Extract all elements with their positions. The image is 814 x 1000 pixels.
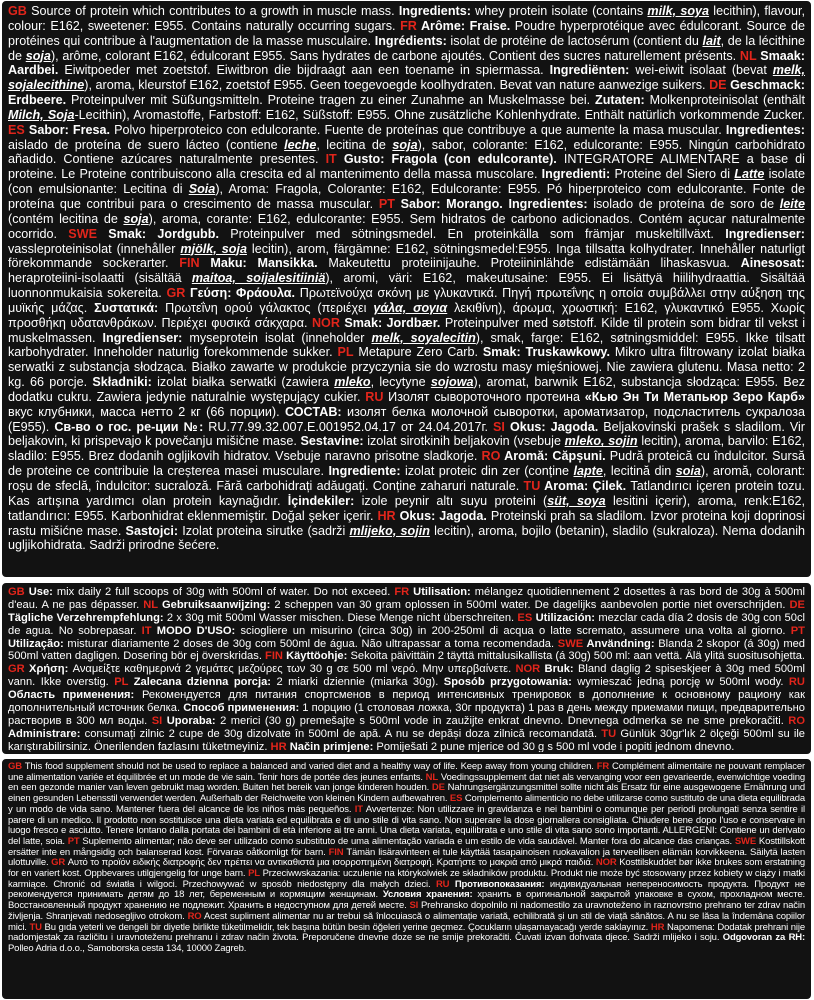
language-code: HR	[650, 921, 665, 933]
language-code: DE	[709, 78, 727, 93]
language-code: GR	[51, 857, 66, 869]
body-text: mezclar cada día 2 dosis de 30g con 50cl de agua. No sobrepasar.	[8, 611, 805, 637]
body-text: vassleproteinisolat (innehåller	[8, 241, 181, 256]
usage-gb	[8, 586, 394, 598]
section-heading: Okus: Jagoda.	[504, 419, 604, 434]
language-code: TU	[601, 727, 617, 740]
body-text: ), aroma, corante: E162, edulcorante: E955. Sem hidratos de carbono adicionados. Contém açucar naturalmente ocorrido.	[8, 211, 805, 241]
section-heading: Χρήση:	[24, 663, 73, 676]
body-text: Molkenproteinisolat (enthält	[649, 93, 805, 108]
body-text: lecitin), aroma, bojilo (betanin), sladilo (sukraloza). Nema dodanih ugljikohidrata. Sadrži prirodne šećere.	[8, 523, 806, 553]
body-text: Kosttillskott ersätter inte en mångsidig och balanserad kost. Förvaras oåtkomligt för barn.	[8, 835, 805, 858]
language-code: SWE	[734, 835, 757, 847]
body-text: Poudre hyperprotéique avec édulcorant. Source de protéines qui contribue à l'augmentation de la masse musculaire.	[8, 18, 805, 48]
section-heading: Uporaba:	[162, 714, 221, 727]
body-text: λεκιθίνη), άρωμα, χρωστική: E162, γλυκαντικό E955. Χωρίς προσθήκη υδατανθράκων. Περιέχει φυσικά σάκχαρα.	[8, 300, 806, 330]
warning-tu	[29, 922, 650, 933]
allergen-text: soja	[25, 48, 51, 63]
section-heading: Administrare:	[8, 727, 85, 740]
body-text: Prehransko dopolnilo ni nadomestilo za uravnoteženo in raznovrstno prehrano ter zdrav način življenja. Shranjevati nedosegljivo otrokom.	[8, 900, 806, 922]
body-text: whey protein isolate (contains	[475, 4, 648, 18]
section-heading: Ingrédients:	[374, 33, 451, 48]
section-heading: Okus: Jagoda.	[395, 508, 491, 523]
section-heading: Tägliche Verzehrempfehlung:	[8, 611, 167, 624]
section-heading: Składniki:	[92, 375, 158, 390]
body-text: Complément alimentaire ne pouvant remplacer une alimentation variée et équilibrée et un mode de vie sain. Tenir hors de portée des jeunes enfants.	[8, 761, 805, 783]
body-text: Рекомендуется для питания спортсменов в период интенсивных тренировок в дополнение к основному рациону как дополнительный источник белка.	[8, 689, 805, 714]
body-text: This food supplement should not be used to replace a balanced and varied diet and a healthy way of life. Keep away from young children.	[21, 761, 597, 772]
body-text: вкус клубники, масса нетто 2 кг (66 порции).	[8, 404, 285, 419]
body-text: 2 miarki dziennie (miarka 30g).	[276, 676, 444, 689]
body-text: , lecytyne	[370, 375, 431, 390]
body-text: lecitin), arom, färgämne: E162, sötningsmedel:E955. Inga tillsatta kolhydrater. Innehåller naturligt förekommande sockerarter.	[8, 241, 805, 271]
section-heading: Smak: Jordgubb.	[96, 226, 231, 241]
body-text: misturar diariamente 2 doses de 30g com 500ml de água. Não ultrapassar a toma recomendada.	[67, 637, 558, 650]
language-code: DE	[431, 782, 445, 794]
usage-fin	[265, 650, 805, 662]
body-text: ), smak, farge: E162, søtningsmiddel: E955. Ikke tilsatt karbohydrater. Inneholder naturlig forekommende sukker.	[8, 330, 805, 360]
body-text: izolat białka serwatki (zawiera	[157, 375, 335, 390]
warnings-panel	[2, 759, 811, 999]
section-heading: Käyttöohje:	[282, 650, 351, 663]
allergen-text: milk, soya	[647, 4, 710, 18]
language-code: RU	[365, 389, 384, 404]
warning-pt	[68, 836, 735, 847]
allergen-text: Latte	[734, 167, 765, 182]
body-text: heraproteiini-isolaatti (sisältää	[8, 271, 192, 286]
section-heading: Aroma: Çilek.	[540, 479, 631, 493]
language-code: FR	[394, 586, 410, 598]
language-code: NOR	[515, 663, 541, 676]
body-text: Complemento alimenticio no debe utilizarse como sustituto de una dieta equilibrada y un modo de vida sano. Mantener fuera del alcance de los niños más pequeños.	[8, 793, 805, 815]
body-text: Tatlandırıcı içeren protein tozu. Kas artışına yardımcı olan protein kaynağıdır.	[8, 479, 805, 508]
body-text: Pomiješati 2 pune mjerice od 30 g s 500 ml vode i popiti jednom dnevno.	[376, 740, 735, 753]
language-code: IT	[141, 624, 152, 637]
body-text: Πρωτεϊνούχα σκόνη με γλυκαντικά. Πηγή πρωτεΐνης η οποία συμβάλλει στην αύξηση της μυϊκής μάζας.	[8, 286, 806, 315]
body-text: Tämän lisäravinteen ei tule käyttää tasapainoisen ruokavalion ja terveellisen elämän korvikkeena. Säilytä lasten ulottuville.	[8, 846, 805, 869]
body-text: Proteinpulver med sötningsmedel. En proteinkälla som främjar muskeltillväxt.	[230, 226, 726, 241]
usage-panel	[2, 583, 811, 754]
section-heading: Zutaten:	[595, 93, 650, 108]
body-text: lecitin), aroma, barvilo: E162, sladilo: E955. Brez dodanih ogljikovih hidratov. Vsebuje naravno prisotne sladkorje.	[8, 434, 805, 464]
language-code: RO	[187, 910, 202, 922]
body-text: RU.77.99.32.007.Е.001952.04.17 от 24.04.2017г.	[208, 419, 494, 434]
body-text: isolate (con emulsionante: Lecitina di	[8, 167, 805, 197]
language-code: IT	[354, 803, 363, 815]
section-heading: Geschmack: Erdbeere.	[8, 78, 806, 108]
language-code: RU	[788, 676, 805, 689]
body-text: Voedingssupplement dat niet als vervanging voor een gevarieerde, evenwichtige voeding en een gezonde manier van leven gebruikt mag worden. Buiten het bereik van jonge kinderen houden.	[8, 771, 805, 794]
body-text: Eiwitpoeder met zoetstof. Eiwitbron die bijdraagt aan een toename in spiermassa.	[64, 63, 550, 78]
language-code: PT	[378, 196, 395, 211]
section-heading: Условия хранения:	[382, 889, 478, 901]
language-code: ES	[517, 611, 533, 624]
language-code: SI	[493, 419, 505, 434]
language-code: FIN	[328, 846, 344, 858]
warning-gr	[51, 857, 596, 868]
language-code: HR	[377, 508, 396, 523]
usage-si	[152, 715, 789, 727]
language-code: TU	[29, 921, 42, 933]
ingredients-panel	[2, 1, 811, 577]
allergen-text: melk, sojalecithine	[8, 63, 806, 93]
body-text: Source of protein which contributes to a growth in muscle mass.	[26, 4, 399, 18]
body-text: ), sabor, colorante: E162, edulcorante: E955. Ningún carbohidrato añadido. Contiene azúcares naturalmente presentes.	[8, 137, 806, 167]
section-heading: Smak: Jordbær.	[339, 315, 445, 330]
body-text: 2 scheppen van 30 gram oplossen in 500ml water. De dagelijks aanbevolen portie niet overschrijden.	[274, 598, 790, 611]
body-text: INTEGRATORE ALIMENTARE a base di proteine. Le Proteine contribuiscono alla crescita ed al mantenimento della massa muscolare.	[8, 152, 805, 182]
section-heading: Способ применения:	[183, 701, 303, 714]
section-heading: Odgovoran za RH:	[722, 932, 806, 944]
allergen-text: mleko	[334, 375, 371, 390]
body-text: , lecitină din	[602, 464, 676, 479]
allergen-text: γάλα, σογια	[373, 300, 448, 315]
body-text: Mikro ultra filtrowany izolat białka serwatki z substancja słodząca. Białko zawarte w produkcie przyczynia sie do wzrostu masy mięśniowej. Nie zawiera glutenu. Masa netto: 2 kg. 66 porcje.	[8, 345, 805, 390]
body-text: aislado de proteína de suero lácteo (contiene	[8, 137, 285, 152]
allergen-text: sojowa	[430, 375, 474, 390]
body-text: Proteine del Siero di	[614, 167, 735, 182]
body-text: lesitini içerir), aroma, renk:E162, tatlandırıcı: E955. Karbonhidrat eklenmemiştir. Doğal şeker içerir.	[8, 493, 805, 523]
language-code: GR	[166, 286, 186, 301]
body-text: Metapure Zero Carb.	[353, 345, 483, 360]
usage-gr	[8, 663, 515, 675]
section-heading: Ingredientes:	[508, 196, 594, 211]
allergen-text: mlijeko, sojin	[349, 523, 430, 538]
section-heading: Smaak: Aardbei.	[8, 48, 805, 78]
section-heading: MODO D'USO:	[151, 624, 241, 637]
body-text: Blanda 2 skopor (á 30g) med 500ml vatten dagligen. Dosering bör ej överskridas.	[8, 637, 805, 663]
body-text: индивидуальная непереносимость продукта. Продукт не рекомендуется принимать детям до 18 лет, беременным и кормящим женщинам.	[8, 878, 805, 901]
body-text: Proteinpulver mit Süßungsmitteln. Proteine tragen zu einer Zunahme an Muskelmasse bei.	[70, 93, 596, 108]
language-code: PL	[248, 868, 260, 880]
language-code: GB	[8, 4, 27, 18]
section-heading: СОСТАВ:	[284, 404, 348, 419]
language-code: PT	[67, 835, 80, 847]
language-code: PL	[114, 676, 129, 689]
language-code: FR	[400, 18, 417, 33]
body-text: Beljakovinski prašek s sladilom. Vir beljakovin, ki prispevajo k povečanju mišične mase.	[8, 419, 805, 449]
language-code: NL	[143, 598, 158, 611]
body-text: Sekoita päivittäin 2 täyttä mittalusikallista (á 30g) 500 ml: aan vettä. Älä ylitä suositusohjetta.	[350, 650, 805, 663]
language-code: SWE	[557, 637, 584, 650]
body-text: Suplemento alimentar; não deve ser utilizado como substituto de uma alimentação variada e um estilo de vida saudável. Manter fora do alcance das crianças.	[79, 835, 735, 847]
body-text: ), arôme, colorant E162, édulcorant E955. Sans hydrates de carbone ajoutés. Contient des sucres naturellement présents.	[50, 48, 740, 63]
body-text: Acest supliment alimentar nu ar trebui să înlocuiască o alimentație variată, echilibrată și un stil de viață sănătos. A nu se lăsa la îndemâna copiilor mici.	[8, 910, 805, 933]
section-heading: Ingredienti:	[541, 167, 615, 182]
body-text: ), Aroma: Fragola, Colorante: E162, Edulcorante: E955. Pó hiperproteico com edulcorante. Fonte de proteína que contribui para o crescimento de massa muscular.	[8, 182, 805, 211]
body-text: 2 merici (30 g) premešajte s 500ml vode in zaužijte enkrat dnevno. Dnevnega odmerka se ne sme prekoračiti.	[220, 714, 789, 727]
body-text: -Lecithin), Aromastoffe, Farbstoff: E162, Süßstoff: E955. Ohne zusätzliche Kohlenhydrate. Enthält natürlich vorkommende Zucker.	[74, 107, 805, 122]
usage-hr	[271, 741, 735, 753]
section-heading: Način primjene:	[286, 740, 377, 753]
allergen-text: soja	[123, 211, 149, 226]
section-heading: Utilización:	[532, 611, 599, 624]
body-text: Polleo Adria d.o.o., Samoborska cesta 134, 10000 Zagreb.	[8, 942, 247, 954]
allergen-text: mleko, sojin	[564, 434, 638, 449]
body-text: Proteinpulver med søtstoff. Kilde til protein som bidrar til vekst i muskelmassen.	[8, 315, 806, 345]
language-code: NL	[425, 771, 439, 783]
allergen-text: leche	[284, 137, 317, 152]
section-heading: Sabor: Fresa.	[24, 122, 115, 137]
language-code: FIN	[265, 650, 283, 663]
section-heading: Συστατικά:	[94, 300, 166, 315]
body-text: consumați zilnic 2 cupe de 30g dizolvate în 500ml de apă. A nu se depăși doza zilnică recomandată.	[84, 727, 602, 740]
body-text: Bu gıda yeterli ve dengeli bir diyetle birlikte tüketilmelidir, tek başına bütün besin öğeleri yerine geçmez. Çocukların ulaşamayacağı yerde saklayınız.	[41, 921, 651, 933]
section-heading: Sposób przygotowania:	[443, 676, 578, 689]
body-text: ), aromă, colorant: roșu de sfeclă, îndulcitor: sucraloză. Fără carbohidrați adăugați. Conține zaharuri naturale.	[8, 464, 805, 493]
language-code: FR	[596, 761, 610, 772]
allergen-text: leite	[779, 196, 805, 211]
language-code: SWE	[68, 226, 97, 241]
body-text: ), aromi, väri: E162, makeutusaine: E955. Ei lisättyä hiilihydraattia. Sisältää luonnonmukaisia sokereita.	[8, 271, 805, 301]
usage-it	[142, 625, 791, 637]
body-text: Pudră proteică cu îndulcitor. Sursă de proteine ce contribuie la creșterea masei musculare.	[8, 449, 805, 479]
section-heading: Св-во о гос. ре-ции №:	[54, 419, 209, 434]
language-code: NOR	[595, 857, 617, 869]
body-text: isolado de proteína de soro de	[593, 196, 780, 211]
language-code: HR	[270, 740, 287, 753]
warning-gb	[8, 761, 597, 772]
section-heading: Ingredients:	[398, 4, 476, 18]
section-heading: Sestavine:	[300, 434, 368, 449]
language-code: PL	[337, 345, 354, 360]
section-heading: Gusto: Fragola (con edulcorante).	[336, 152, 564, 167]
body-text: Kosttilskuddet bør ikke brukes som erstatning for en variert kost. Oppbevares utilgjengelig for unge barn.	[8, 857, 806, 880]
allergen-text: lait	[702, 33, 721, 48]
body-text: lecithin), flavour, colour: E162, sweetener: E955. Contains naturally occurring sugars.	[8, 4, 805, 33]
body-text: isolat de protéine de lactosérum (contient du	[450, 33, 703, 48]
body-text: Πρωτεΐνη ορού γάλακτος (περιέχει	[165, 300, 374, 315]
language-code: RO	[788, 714, 806, 727]
body-text: izolat proteic din zer (conține	[404, 464, 574, 479]
language-code: FIN	[179, 256, 200, 271]
body-text: wei-eiwit isolaat (bevat	[635, 63, 773, 78]
body-text: 2 x 30g mit 500ml Wasser mischen. Diese Menge nicht überschreiten.	[166, 611, 518, 624]
section-heading: Gebruiksaanwijzing:	[157, 598, 275, 611]
body-text: Avvertenze: Non utilizzare in gravidanza e nei bambini o comunque per periodi prolungati senza sentire il parere di un medico. Il prodotto non sostituisce una dieta variata ed equilibrata e di uno stile di vita sano. Non superare la dose giornaliera consigliata. Chiudere bene dopo l'uso e conservare in luogo fresco e asciutto. Tenere lontano dalla portata dei bambini di età inferiore ai tre anni. Una dieta variata, equilibrata e uno stile di vita sano sono importanti. ALLERGENI: Contiene un derivato del latte, soia.	[8, 803, 805, 847]
section-heading: Ingrediënten:	[549, 63, 636, 78]
language-code: TU	[523, 479, 541, 493]
language-code: SI	[409, 900, 419, 912]
body-text: , lecitina de	[316, 137, 393, 152]
allergen-text: soja	[392, 137, 418, 152]
body-text: Napomena: Dodatak prehrani nije nadomjestak za različitu i uravnoteženu prehranu i zdrav način života. Preporučene dnevne doze se ne smije prekoračiti. Čuvati izvan dohvata djece. Sadrži mlijeko i soju.	[8, 921, 805, 944]
body-text: Изолят сывороточного протеина	[383, 389, 585, 404]
section-heading: Ainesosat:	[740, 256, 805, 271]
language-code: ES	[449, 793, 463, 805]
language-code: RO	[481, 449, 501, 464]
allergen-text: süt, soya	[547, 493, 606, 508]
section-heading: Ingredienser:	[102, 330, 190, 345]
section-heading: İçindekiler:	[287, 493, 362, 508]
allergen-text: maitoa, soijalesitiiniä	[191, 271, 326, 286]
allergen-text: melk, soyalecitin	[371, 330, 476, 345]
section-heading: Use:	[24, 586, 57, 598]
language-code: NL	[739, 48, 757, 63]
body-text: Αυτό το προϊόν ειδικής διατροφής δεν πρέπει να αντικαθιστά μια ισορροπημένη διατροφή. Κρατήστε το μακριά από μικρά παιδιά.	[65, 857, 596, 869]
section-heading: Sabor: Morango.	[394, 196, 509, 211]
section-heading: Arôme: Fraise.	[416, 18, 515, 33]
allergen-text: lapte	[573, 464, 603, 479]
language-code: GB	[8, 586, 25, 598]
allergen-text: soia	[675, 464, 701, 479]
language-code: PT	[790, 624, 805, 637]
section-heading: Область применения:	[8, 689, 142, 701]
allergen-text: mjölk, soja	[180, 241, 247, 256]
body-text: Günlük 30gr'lık 2 ölçeği 500ml su ile karıştırabilirsiniz. Önerilenden fazlasını tüketmeyiniz.	[8, 727, 805, 753]
body-text: izole peynir altı suyu proteini (	[361, 493, 548, 508]
body-text: 1 порцию (1 столовая ложка, 30г продукта) 1 раз в день между приемами пищи, предварительно растворив в 300 мл воды.	[8, 701, 805, 727]
body-text: Polvo hiperproteico con edulcorante. Fuente de proteínas que contribuye a que aumente la masa muscular.	[114, 122, 726, 137]
section-heading: Maku: Mansikka.	[199, 256, 329, 271]
body-text: Nahrungsergänzungsmittel sollte nicht als Ersatz für eine ausgewogene Ernährung und einen gesunden Lebensstil verwendet werden. Außerhalb der Reichweite von kleinen Kindern aufbewahren.	[8, 782, 805, 805]
section-heading: Ingredientes:	[725, 122, 805, 137]
body-text: sciogliere un misurino (circa 30g) in 200-250ml di acqua o latte scremato, assumere una volta al giorno.	[240, 624, 791, 637]
body-text: изолят белка молочной сыворотки, ароматизатор, подсластитель сукралоза (E955).	[8, 404, 805, 434]
body-text: ), aromat, barwnik E162, substancja słodząca: E955. Bez dodatku cukru. Zawiera jedynie naturalnie występujący cukier.	[8, 375, 806, 404]
section-heading: Sastojci:	[125, 523, 183, 538]
language-code: GB	[8, 761, 22, 772]
usage-nl	[143, 599, 789, 611]
section-heading: Aromă: Căpșuni.	[500, 449, 610, 464]
section-heading: Ingredienser:	[725, 226, 805, 241]
body-text: Bland daglig 2 spiseskjeer à 30g med 500ml vann. Ikke overstig.	[8, 663, 805, 689]
section-heading: Användning:	[583, 637, 659, 650]
body-text: Przeciwwskazania: uczulenie na którykolwiek ze składników produktu. Produkt nie może być stosowany przez kobiety w ciąży i matki karmiące. Chronić od światła i wilgoci. Przechowywać w sposób niedostępny dla małych dzieci.	[8, 868, 805, 890]
body-text: izolat sirotkinih beljakovin (vsebuje	[367, 434, 565, 449]
body-text: mix daily 2 full scoops of 30g with 500ml of water. Do not exceed.	[56, 586, 395, 598]
allergen-text: Milch, Soja	[8, 107, 75, 122]
usage-pl	[114, 676, 789, 688]
section-heading: Utilização:	[8, 637, 68, 650]
section-heading: Противопоказания:	[449, 878, 550, 890]
body-text: mélangez quotidiennement 2 dosettes à ras bord de 30g à 500ml d'eau. A ne pas dépasser.	[8, 586, 806, 611]
section-heading: Utilisation:	[409, 586, 475, 598]
body-text: myseprotein isolat (inneholder	[189, 330, 372, 345]
section-heading: «Кью Эн Ти Метапьюр Зеро Карб»	[584, 389, 805, 404]
section-heading: Ingrediente:	[328, 464, 405, 479]
body-text: Makeutettu proteiinijauhe. Proteiininlähde edistämään lihaskasvua.	[328, 256, 741, 271]
language-code: SI	[151, 714, 163, 727]
section-heading: Γεύση: Φράουλα.	[185, 286, 300, 301]
section-heading: Smak: Truskawkowy.	[482, 345, 615, 360]
allergen-text: Soia	[188, 182, 216, 197]
body-text: Proteinski prah sa sladilom. Izvor proteina koji doprinosi rastu mišićne mase.	[8, 508, 805, 538]
body-text: (contém lecitina de	[8, 211, 124, 226]
language-code: IT	[325, 152, 337, 167]
language-code: NOR	[311, 315, 340, 330]
language-code: ES	[8, 122, 25, 137]
language-code: RU	[435, 878, 450, 890]
language-code: DE	[789, 598, 805, 611]
section-heading: Bruk:	[540, 663, 578, 676]
body-text: Αναμείξτε καθημερινά 2 γεμάτες μεζούρες των 30 g σε 500 ml νερό. Μην υπερβαίνετε.	[72, 663, 516, 676]
language-code: GR	[8, 663, 25, 676]
section-heading: Zalecana dzienna porcja:	[128, 676, 277, 689]
body-text: ), aroma, kleurstof E162, zoetstof E955. Geen toegevoegde koolhydraten. Bevat van nature aanwezige suikers.	[84, 78, 710, 93]
body-text: , de la lécithine de	[8, 33, 806, 63]
body-text: wymieszać jedną porcję w 500ml wody.	[577, 676, 789, 689]
body-text: Izolat proteina sirutke (sadrži	[182, 523, 350, 538]
body-text: хранить в оригинальной закрытой упаковке в сухом, прохладном месте. Восстановленный продукт хранению не подлежит. Хранить в недоступном для детей месте.	[8, 889, 805, 912]
